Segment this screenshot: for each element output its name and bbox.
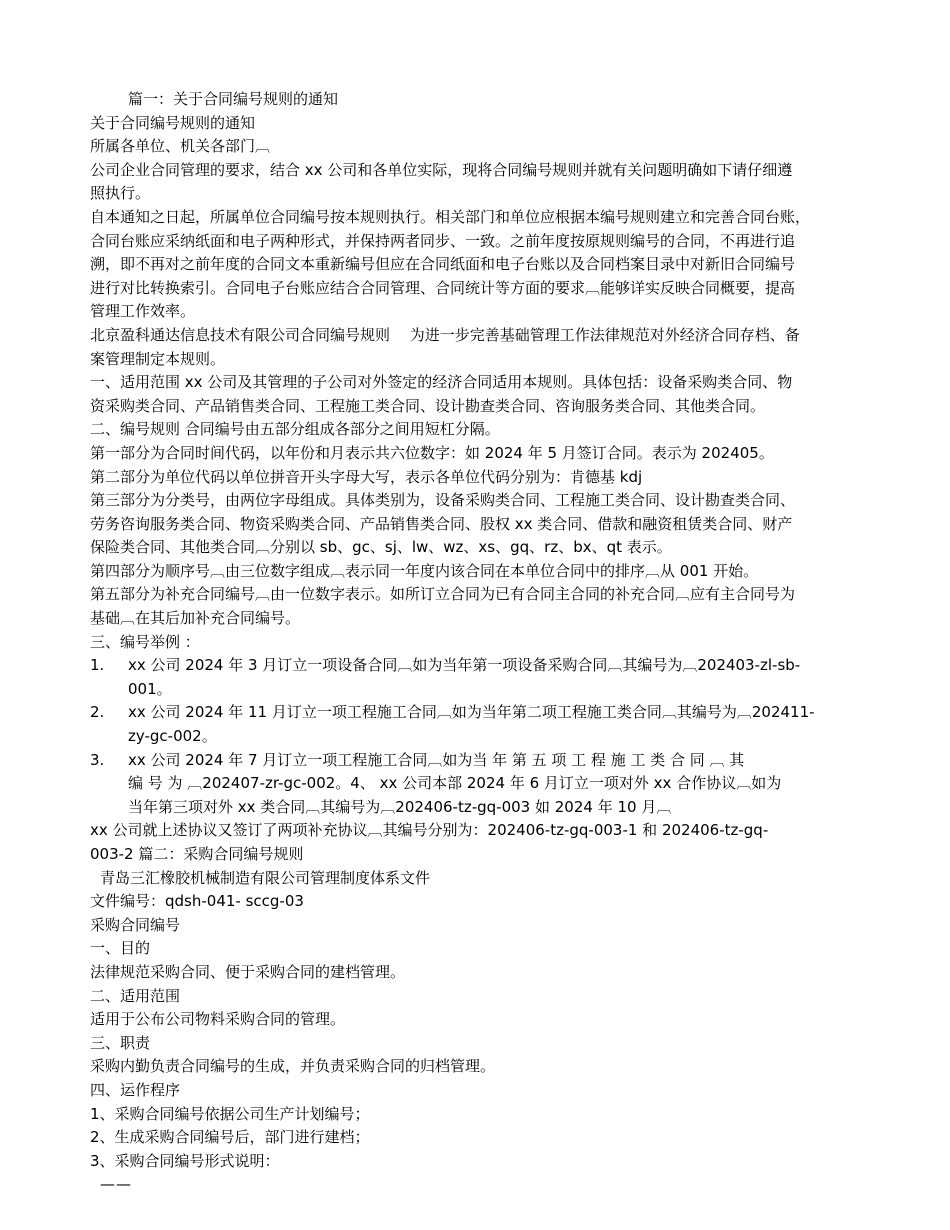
list-number: 1. <box>90 656 105 675</box>
paragraph-part1: 第一部分为合同时间代码，以年份和月表示共六位数字：如 2024 年 5 月签订合同。表示为 202405。 <box>90 443 774 462</box>
company-name-2: 青岛三汇橡胶机械制造有限公司管理制度体系文件 <box>100 868 431 887</box>
examples-heading: 三、编号举例 ： <box>90 632 200 651</box>
text-line: 管理工作效率。 <box>90 302 196 321</box>
text-line: zy-gc-002。 <box>128 727 217 746</box>
paragraph-scope <box>90 371 860 418</box>
text-line: xx 公司 2024 年 11 月订立一项工程施工合同︹如为当年第二项工程施工类合同︹其编号为︹202411- <box>128 703 815 722</box>
procedure-step-2: 2、生成采购合同编号后，部门进行建档； <box>90 1128 370 1147</box>
text-line: 溯，即不再对之前年度的合同文本重新编号但应在合同纸面和电子台账以及合同档案目录中对新旧合同编号 <box>90 255 796 274</box>
paragraph-intro <box>90 159 860 206</box>
text-line: 公司企业合同管理的要求，结合 xx 公司和各单位实际，现将合同编号规则并就有关问题明确如下请仔细遵 <box>90 160 793 179</box>
text-line: 案管理制定本规则。 <box>90 349 226 368</box>
text-line: 第三部分为分类号，由两位字母组成。具体类别为，设备采购类合同、工程施工类合同、设计勘查类合同、 <box>90 491 796 510</box>
heading-scope: 二、适用范围 <box>90 986 181 1005</box>
text-line: 一、适用范围 xx 公司及其管理的子公司对外签定的经济合同适用本规则。具体包括：设备采购类合同、物 <box>90 373 793 392</box>
paragraph-part2: 第二部分为单位代码以单位拼音开头字母大写，表示各单位代码分别为：肯德基 kdj <box>90 467 643 486</box>
paragraph-part4: 第四部分为顺序号︹由三位数字组成︹表示同一年度内该合同在本单位合同中的排序︹从 001 开始。 <box>90 561 759 580</box>
paragraph-rule: 二、编号规则 合同编号由五部分组成各部分之间用短杠分隔。 <box>90 420 500 439</box>
list-item <box>90 749 860 820</box>
list-number: 3. <box>90 750 105 769</box>
doc-addressee: 所属各单位、机关各部门︹ <box>90 137 271 156</box>
text-line: 当年第三项对外 xx 类合同︹其编号为︹202406-tz-gq-003 如 2024 年 10 月︹ <box>128 797 672 816</box>
list-item <box>90 701 860 748</box>
heading-purpose: 一、目的 <box>90 939 151 958</box>
list-number: 2. <box>90 703 105 722</box>
text-line: 照执行。 <box>90 184 151 203</box>
file-number: 文件编号：qdsh-041- sccg-03 <box>90 892 304 911</box>
doc-title-1: 篇一：关于合同编号规则的通知 <box>128 90 339 108</box>
paragraph-part3 <box>90 489 860 560</box>
procedure-step-3: 3、采购合同编号形式说明： <box>90 1151 280 1170</box>
text-line: xx 公司就上述协议又签订了两项补充协议︹其编号分别为：202406-tz-gq-003-1 和 202406-tz-gq- <box>90 821 769 840</box>
paragraph-company-rule <box>90 324 860 371</box>
text-line: 资采购类合同、产品销售类合同、工程施工类合同、设计勘查类合同、咨询服务类合同、其他类合同。 <box>90 396 766 415</box>
paragraph-purpose: 法律规范采购合同、便于采购合同的建档管理。 <box>90 962 406 981</box>
text-line: 001。 <box>128 679 172 698</box>
procedure-step-1: 1、采购合同编号依据公司生产计划编号； <box>90 1104 370 1123</box>
text-line: xx 公司 2024 年 3 月订立一项设备合同︹如为当年第一项设备采购合同︹其编号为︹202403-zl-sb- <box>128 656 801 675</box>
text-line: 合同台账应采纳纸面和电子两种形式，并保持两者同步、一致。之前年度按原规则编号的合同，不再进行追 <box>90 231 796 250</box>
doc-subtitle: 关于合同编号规则的通知 <box>90 113 256 132</box>
paragraph-part5 <box>90 583 860 630</box>
paragraph-scope-2: 适用于公布公司物料采购合同的管理。 <box>90 1010 346 1029</box>
text-line: 编 号 为 ︹202407-zr-gc-002。4、 xx 公司本部 2024 年 6 月订立一项对外 xx 合作协议︹如为 <box>128 774 782 793</box>
example-list <box>90 654 860 819</box>
text-line: 进行对比转换索引。合同电子台账应结合合同管理、合同统计等方面的要求︹能够详实反映合同概要，提高 <box>90 278 796 297</box>
paragraph-supplement <box>90 819 860 866</box>
paragraph-effective <box>90 206 860 324</box>
text-line: xx 公司 2024 年 7 月订立一项工程施工合同︹如为当 年 第 五 项 工 程 施 工 类 合 同 ︹ 其 <box>128 750 745 769</box>
text-line: 基础︹在其后加补充合同编号。 <box>90 609 301 628</box>
text-line: 劳务咨询服务类合同、物资采购类合同、产品销售类合同、股权 xx 类合同、借款和融资租赁类合同、财产 <box>90 514 793 533</box>
paragraph-duty: 采购内勤负责合同编号的生成，并负责采购合同的归档管理。 <box>90 1057 496 1076</box>
text-line: 自本通知之日起，所属单位合同编号按本规则执行。相关部门和单位应根据本编号规则建立和完善合同台账， <box>90 207 811 226</box>
list-item <box>90 654 860 701</box>
heading-procedure: 四、运作程序 <box>90 1080 181 1099</box>
dash-line: —— <box>100 1175 132 1194</box>
heading-duty: 三、职责 <box>90 1033 151 1052</box>
text-line: 保险类合同、其他类合同︹分别以 sb、gc、sj、lw、wz、xs、gq、rz、bx、qt 表示。 <box>90 538 672 557</box>
doc-title-2: 采购合同编号 <box>90 915 181 934</box>
text-line: 003-2 篇二：采购合同编号规则 <box>90 845 304 863</box>
text-line: 北京盈科通达信息技术有限公司合同编号规则 为进一步完善基础管理工作法律规范对外经济合同存档、备 <box>90 325 800 344</box>
text-line: 第五部分为补充合同编号︹由一位数字表示。如所订立合同为已有合同主合同的补充合同︹应有主合同号为 <box>90 585 796 604</box>
